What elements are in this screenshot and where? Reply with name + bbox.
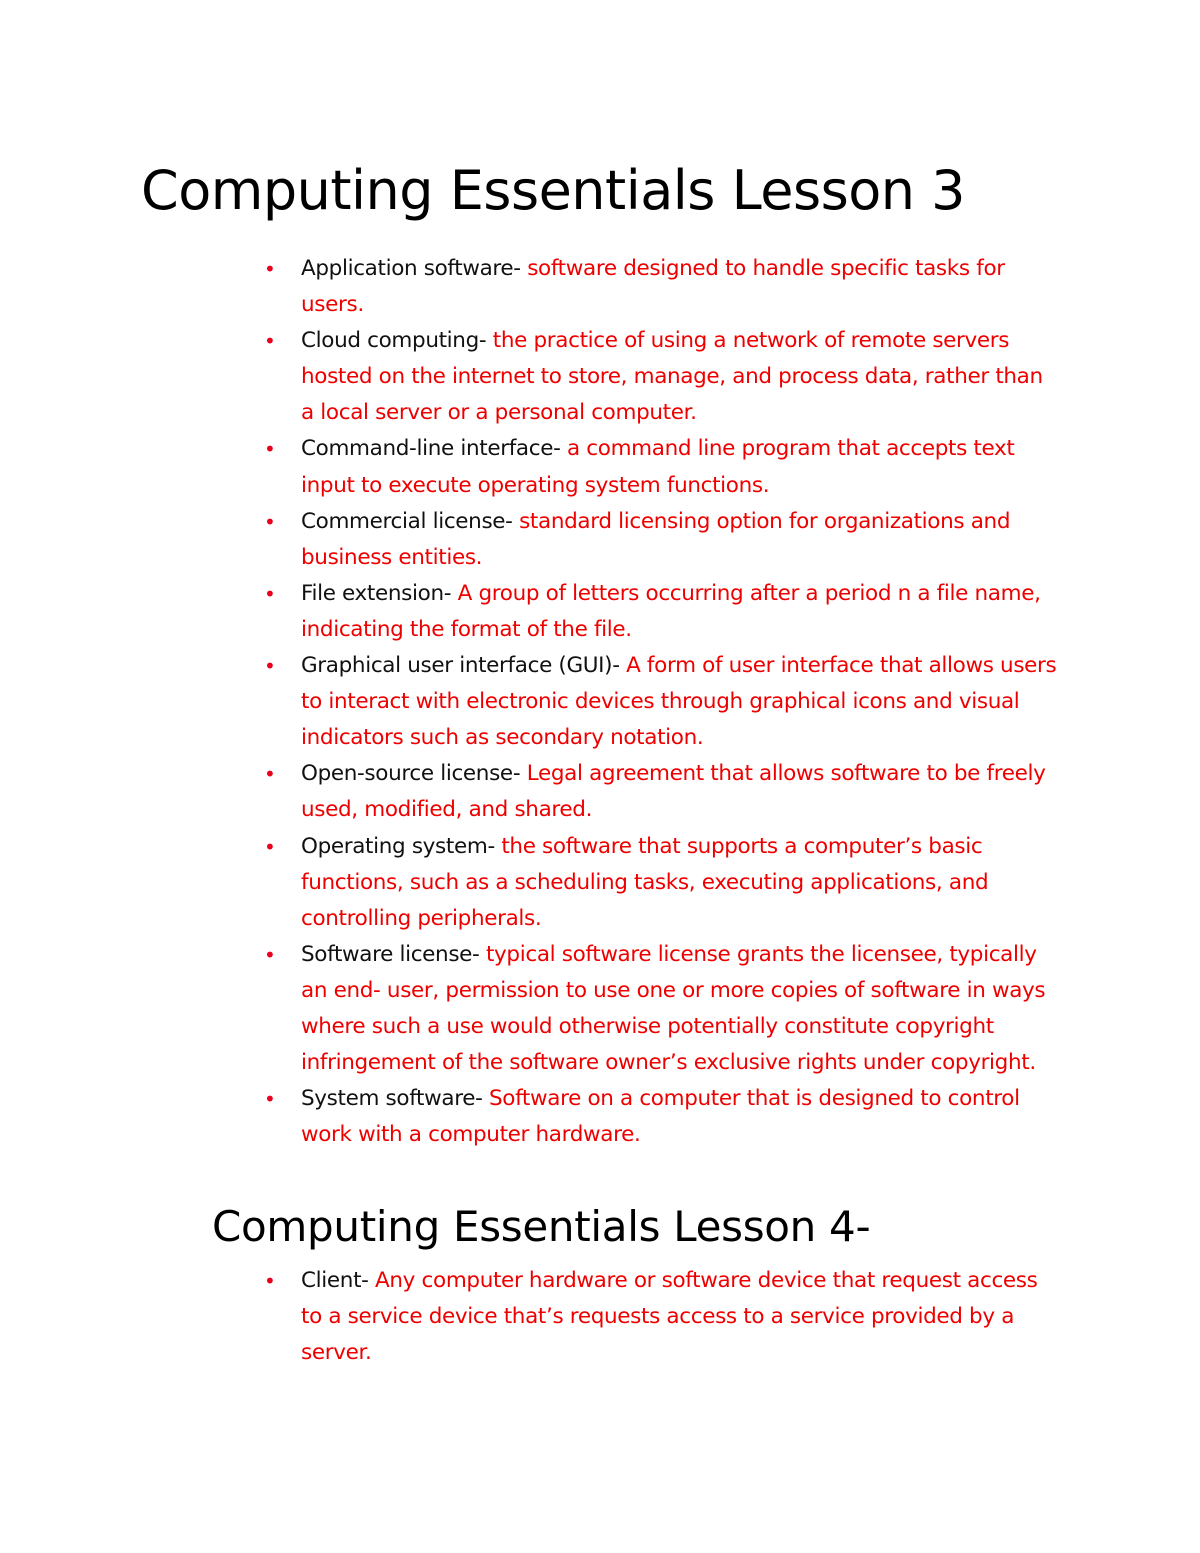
definition-term: Cloud computing-	[301, 328, 493, 354]
list-item	[262, 431, 1062, 503]
definition-term: Software license-	[301, 941, 486, 967]
list-item	[262, 648, 1062, 756]
bullet-dot-icon: •	[264, 654, 276, 679]
list-item	[262, 251, 1062, 323]
bullet-dot-icon: •	[264, 581, 276, 606]
definition-text: A group of letters occurring after a period n a file name, indicating the format of the file.	[301, 580, 1041, 642]
list-item	[262, 937, 1062, 1081]
list-item	[262, 1263, 1062, 1371]
definition-text: Any computer hardware or software device that request access to a service device that’s requests access to a service provided by a server.	[301, 1268, 1038, 1366]
list-item	[262, 504, 1062, 576]
lesson-3-definitions-list	[262, 251, 1062, 1153]
lesson-3-title: Computing Essentials Lesson 3	[141, 159, 966, 222]
definition-text: typical software license grants the licensee, typically an end- user, permission to use one or more copies of software in ways where such a use would otherwise potentially constitute copyright infringement of the software owner’s exclusive rights under copyright.	[301, 941, 1046, 1076]
bullet-dot-icon: •	[264, 329, 276, 354]
bullet-dot-icon: •	[264, 834, 276, 859]
list-item	[262, 756, 1062, 828]
lesson-4-title: Computing Essentials Lesson 4-	[212, 1202, 871, 1251]
definition-text: the software that supports a computer’s basic functions, such as a scheduling tasks, executing applications, and controlling peripherals.	[301, 833, 989, 931]
definition-text: a command line program that accepts text input to execute operating system functions.	[301, 436, 1015, 498]
bullet-dot-icon: •	[264, 257, 276, 281]
list-item	[262, 323, 1062, 431]
definition-text: Legal agreement that allows software to be freely used, modified, and shared.	[301, 761, 1046, 823]
definition-term: Graphical user interface (GUI)-	[301, 653, 627, 679]
bullet-dot-icon: •	[264, 1269, 276, 1293]
definition-term: Application software-	[301, 256, 528, 281]
bullet-dot-icon: •	[264, 1087, 276, 1112]
list-item	[262, 1081, 1062, 1153]
list-item	[262, 829, 1062, 937]
bullet-dot-icon: •	[264, 762, 276, 787]
definition-term: File extension-	[301, 580, 458, 606]
definition-term: System software-	[301, 1086, 489, 1112]
definition-text: Software on a computer that is designed to control work with a computer hardware.	[301, 1086, 1020, 1148]
list-item	[262, 576, 1062, 648]
definition-term: Client-	[301, 1268, 376, 1293]
definition-term: Open-source license-	[301, 761, 527, 787]
definition-term: Command-line interface-	[301, 436, 567, 462]
lesson-4-definitions-list	[262, 1263, 1062, 1371]
definition-text: A form of user interface that allows users to interact with electronic devices through graphical icons and visual indicators such as secondary notation.	[301, 653, 1057, 751]
definition-term: Commercial license-	[301, 508, 520, 534]
definition-text: software designed to handle specific tasks for users.	[301, 256, 1005, 318]
bullet-dot-icon: •	[264, 437, 276, 462]
definition-term: Operating system-	[301, 833, 502, 859]
definition-text: standard licensing option for organizations and business entities.	[301, 508, 1011, 570]
definition-text: the practice of using a network of remote servers hosted on the internet to store, manage, and process data, rather than a local server or a personal computer.	[301, 328, 1043, 426]
bullet-dot-icon: •	[264, 509, 276, 534]
bullet-dot-icon: •	[264, 942, 276, 967]
